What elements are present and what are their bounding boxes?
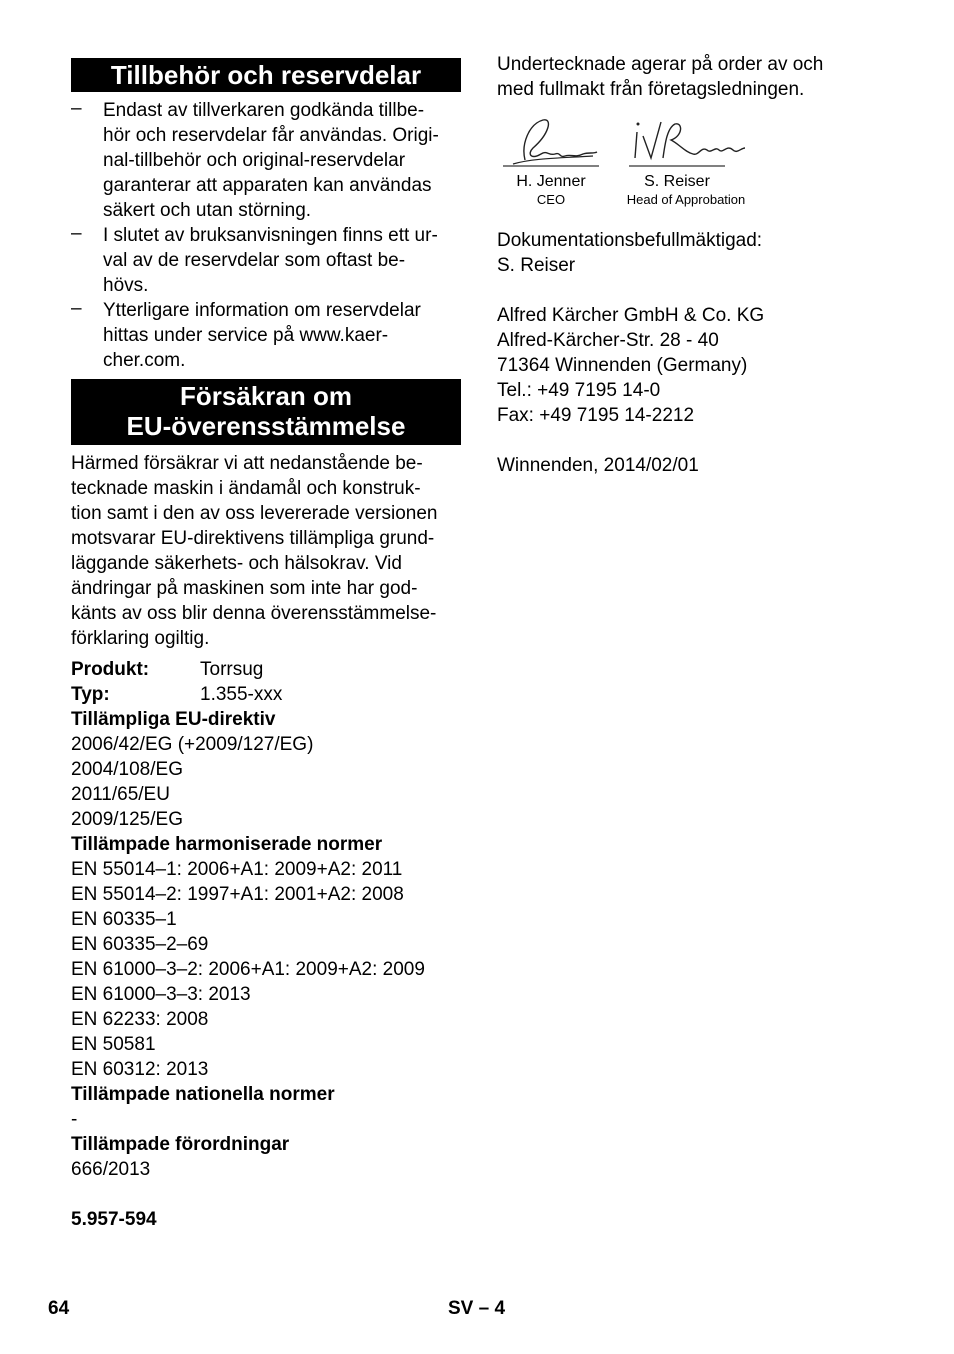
standard-item: EN 60335–2–69 bbox=[71, 934, 209, 955]
bullet-dash: – bbox=[71, 223, 82, 244]
text-line: hövs. bbox=[103, 275, 149, 296]
directive-item: 2011/65/EU bbox=[71, 784, 170, 805]
text-line: hittas under service på www.kaer- bbox=[103, 325, 389, 346]
type-value: 1.355-xxx bbox=[200, 684, 283, 705]
document-number: 5.957-594 bbox=[71, 1209, 157, 1230]
text-line: Härmed försäkrar vi att nedanstående be- bbox=[71, 453, 423, 474]
directive-item: 2004/108/EG bbox=[71, 759, 183, 780]
directive-item: 2009/125/EG bbox=[71, 809, 183, 830]
bullet-dash: – bbox=[71, 298, 82, 319]
text-line: nal-tillbehör och original-reservdelar bbox=[103, 150, 406, 171]
heading-declaration-line2: EU-överensstämmelse bbox=[126, 411, 406, 441]
standard-item: EN 50581 bbox=[71, 1034, 156, 1055]
address-line: Tel.: +49 7195 14-0 bbox=[497, 380, 661, 401]
text-line: hör och reservdelar får användas. Origi- bbox=[103, 125, 439, 146]
doc-auth-label: Dokumentationsbefullmäktigad: bbox=[497, 230, 763, 251]
place-date: Winnenden, 2014/02/01 bbox=[497, 455, 699, 476]
signer-role: CEO bbox=[536, 192, 566, 207]
address-line: Fax: +49 7195 14-2212 bbox=[497, 405, 695, 426]
standard-item: EN 61000–3–2: 2006+A1: 2009+A2: 2009 bbox=[71, 959, 425, 980]
documentation-authority bbox=[497, 228, 897, 278]
text-line: ändringar på maskinen som inte har god- bbox=[71, 578, 418, 599]
standard-item: EN 61000–3–3: 2013 bbox=[71, 984, 251, 1005]
type-label: Typ: bbox=[71, 684, 110, 705]
signer-name: S. Reiser bbox=[644, 173, 710, 190]
address-line: Alfred Kärcher GmbH & Co. KG bbox=[497, 305, 765, 326]
doc-auth-name: S. Reiser bbox=[497, 255, 576, 276]
product-value: Torrsug bbox=[200, 659, 264, 680]
regulations-value: 666/2013 bbox=[71, 1159, 151, 1180]
standard-item: EN 60312: 2013 bbox=[71, 1059, 209, 1080]
standard-item: EN 55014–1: 2006+A1: 2009+A2: 2011 bbox=[71, 859, 403, 880]
text-line: motsvarar EU-direktivens tillämpliga grund- bbox=[71, 528, 435, 549]
address-line: Alfred-Kärcher-Str. 28 - 40 bbox=[497, 330, 719, 351]
text-line: garanterar att apparaten kan användas bbox=[103, 175, 432, 196]
text-line: med fullmakt från företagsledningen. bbox=[497, 79, 805, 100]
national-heading: Tillämpade nationella normer bbox=[71, 1084, 335, 1105]
right-column bbox=[497, 52, 897, 478]
text-line: läggande säkerhets- och hälsokrav. Vid bbox=[71, 553, 402, 574]
product-row bbox=[71, 657, 461, 682]
text-line: Ytterligare information om reservdelar bbox=[103, 300, 421, 321]
national-value: - bbox=[71, 1109, 78, 1130]
signature-jenner-image bbox=[503, 114, 599, 172]
text-line: förklaring ogiltig. bbox=[71, 628, 210, 649]
list-item bbox=[71, 223, 461, 298]
type-row bbox=[71, 682, 461, 707]
text-line: Endast av tillverkaren godkända tillbe- bbox=[103, 100, 425, 121]
left-column bbox=[71, 58, 461, 1232]
address-line: 71364 Winnenden (Germany) bbox=[497, 355, 748, 376]
standard-item: EN 55014–2: 1997+A1: 2001+A2: 2008 bbox=[71, 884, 404, 905]
signature-block-jenner bbox=[503, 114, 599, 208]
regulations-heading: Tillämpade förordningar bbox=[71, 1134, 290, 1155]
text-line: Undertecknade agerar på order av och bbox=[497, 54, 824, 75]
directives-heading: Tillämpliga EU-direktiv bbox=[71, 709, 276, 730]
signature-reiser-image bbox=[623, 114, 749, 172]
accessories-list bbox=[71, 98, 461, 373]
authorization-text bbox=[497, 52, 897, 102]
text-line: tion samt i den av oss levererade versionen bbox=[71, 503, 438, 524]
page-number: 64 bbox=[48, 1298, 70, 1319]
directive-item: 2006/42/EG (+2009/127/EG) bbox=[71, 734, 314, 755]
section-label: SV – 4 bbox=[448, 1298, 506, 1319]
signer-name: H. Jenner bbox=[516, 173, 586, 190]
list-item bbox=[71, 298, 461, 373]
text-line: I slutet av bruksanvisningen finns ett ur- bbox=[103, 225, 438, 246]
product-label: Produkt: bbox=[71, 659, 150, 680]
company-address bbox=[497, 303, 897, 428]
heading-declaration bbox=[71, 379, 461, 445]
product-info bbox=[71, 657, 461, 1232]
text-line: säkert och utan störning. bbox=[103, 200, 312, 221]
heading-accessories: Tillbehör och reservdelar bbox=[71, 58, 461, 92]
declaration-intro bbox=[71, 451, 461, 651]
bullet-dash: – bbox=[71, 98, 82, 119]
standard-item: EN 60335–1 bbox=[71, 909, 177, 930]
signatures bbox=[497, 114, 897, 212]
text-line: val av de reservdelar som oftast be- bbox=[103, 250, 406, 271]
heading-declaration-line1: Försäkran om bbox=[180, 381, 352, 411]
harmonised-heading: Tillämpade harmoniserade normer bbox=[71, 834, 383, 855]
signature-block-reiser bbox=[623, 114, 749, 208]
list-item bbox=[71, 98, 461, 223]
signer-role: Head of Approbation bbox=[626, 192, 746, 207]
standard-item: EN 62233: 2008 bbox=[71, 1009, 209, 1030]
text-line: känts av oss blir denna överensstämmelse- bbox=[71, 603, 437, 624]
text-line: tecknade maskin i ändamål och konstruk- bbox=[71, 478, 421, 499]
text-line: cher.com. bbox=[103, 350, 186, 371]
